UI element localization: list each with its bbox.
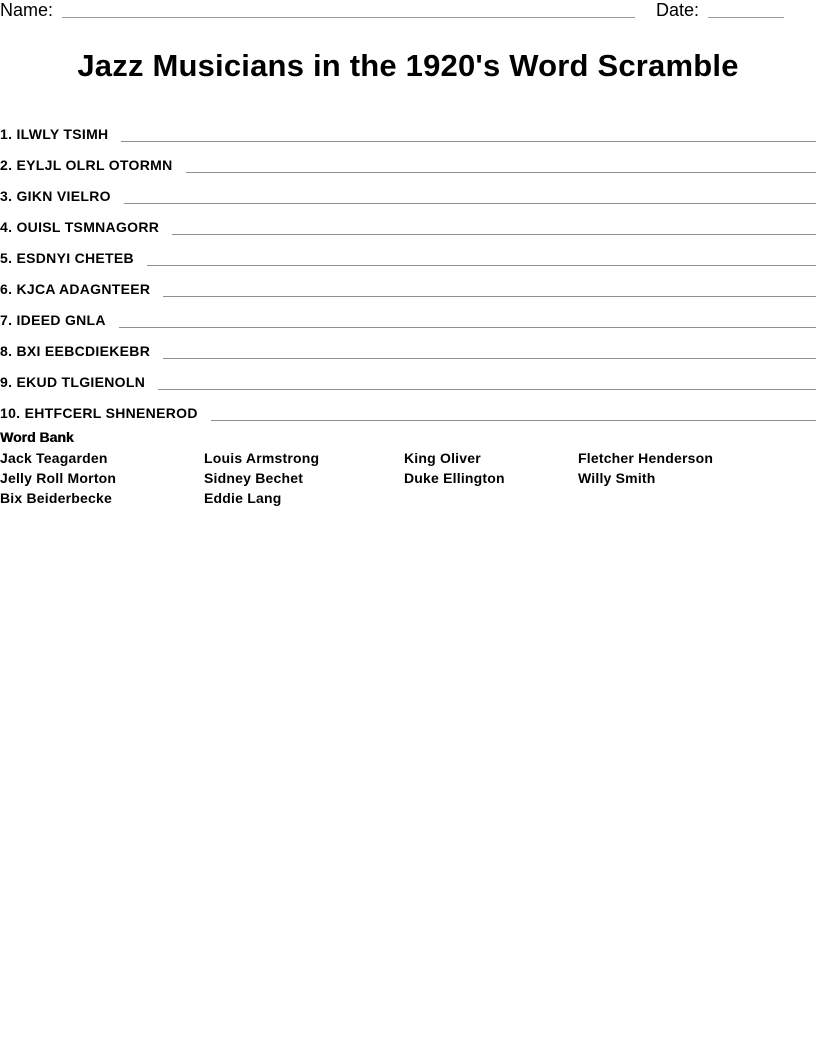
puzzle-number: 6. xyxy=(0,281,13,297)
scrambled-word: OUISL TSMNAGORR xyxy=(16,219,160,235)
scrambled-word: IDEED GNLA xyxy=(16,312,106,328)
name-field[interactable] xyxy=(62,17,635,18)
puzzle-row-8 xyxy=(0,329,816,360)
word-bank-item: Louis Armstrong xyxy=(204,450,320,466)
word-bank-grid xyxy=(0,448,816,508)
scrambled-word: GIKN VIELRO xyxy=(16,188,111,204)
puzzle-number: 10. xyxy=(0,405,21,421)
word-bank-item: Sidney Bechet xyxy=(204,470,304,486)
answer-line[interactable] xyxy=(121,140,816,142)
puzzle-row-9 xyxy=(0,360,816,391)
scrambled-word: KJCA ADAGNTEER xyxy=(16,281,151,297)
answer-line[interactable] xyxy=(163,295,816,297)
word-bank-title: Word Bank xyxy=(0,429,74,445)
puzzle-row-6 xyxy=(0,267,816,298)
page-title: Jazz Musicians in the 1920's Word Scramble xyxy=(77,48,739,83)
answer-line[interactable] xyxy=(163,357,816,359)
word-bank-item: Willy Smith xyxy=(578,470,656,486)
scrambled-word: EYLJL OLRL OTORMN xyxy=(16,157,173,173)
puzzle-number: 4. xyxy=(0,219,13,235)
answer-line[interactable] xyxy=(158,388,816,390)
puzzle-row-10 xyxy=(0,391,816,422)
word-bank-item: Fletcher Henderson xyxy=(578,450,714,466)
puzzle-list xyxy=(0,112,816,422)
puzzle-number: 3. xyxy=(0,188,13,204)
date-field[interactable] xyxy=(708,17,784,18)
puzzle-number: 9. xyxy=(0,374,13,390)
word-bank-item: King Oliver xyxy=(404,450,481,466)
answer-line[interactable] xyxy=(147,264,816,266)
puzzle-number: 7. xyxy=(0,312,13,328)
header-row xyxy=(0,0,816,22)
puzzle-number: 2. xyxy=(0,157,13,173)
scrambled-word: EHTFCERL SHNENEROD xyxy=(24,405,198,421)
answer-line[interactable] xyxy=(124,202,816,204)
scrambled-word: ILWLY TSIMH xyxy=(16,126,109,142)
word-bank-item: Eddie Lang xyxy=(204,490,282,506)
puzzle-row-4 xyxy=(0,205,816,236)
date-label: Date: xyxy=(656,0,700,20)
puzzle-row-7 xyxy=(0,298,816,329)
word-bank-item: Jelly Roll Morton xyxy=(0,470,117,486)
word-bank xyxy=(0,428,816,508)
scrambled-word: BXI EEBCDIEKEBR xyxy=(16,343,151,359)
word-bank-item: Jack Teagarden xyxy=(0,450,108,466)
scrambled-word: EKUD TLGIENOLN xyxy=(16,374,146,390)
name-label: Name: xyxy=(0,0,54,20)
puzzle-number: 8. xyxy=(0,343,13,359)
answer-line[interactable] xyxy=(211,419,816,421)
answer-line[interactable] xyxy=(119,326,816,328)
puzzle-number: 5. xyxy=(0,250,13,266)
word-bank-item: Bix Beiderbecke xyxy=(0,490,112,506)
puzzle-row-5 xyxy=(0,236,816,267)
puzzle-number: 1. xyxy=(0,126,13,142)
puzzle-row-2 xyxy=(0,143,816,174)
puzzle-row-3 xyxy=(0,174,816,205)
scrambled-word: ESDNYI CHETEB xyxy=(16,250,134,266)
puzzle-row-1 xyxy=(0,112,816,143)
word-bank-item: Duke Ellington xyxy=(404,470,505,486)
answer-line[interactable] xyxy=(186,171,816,173)
answer-line[interactable] xyxy=(172,233,816,235)
